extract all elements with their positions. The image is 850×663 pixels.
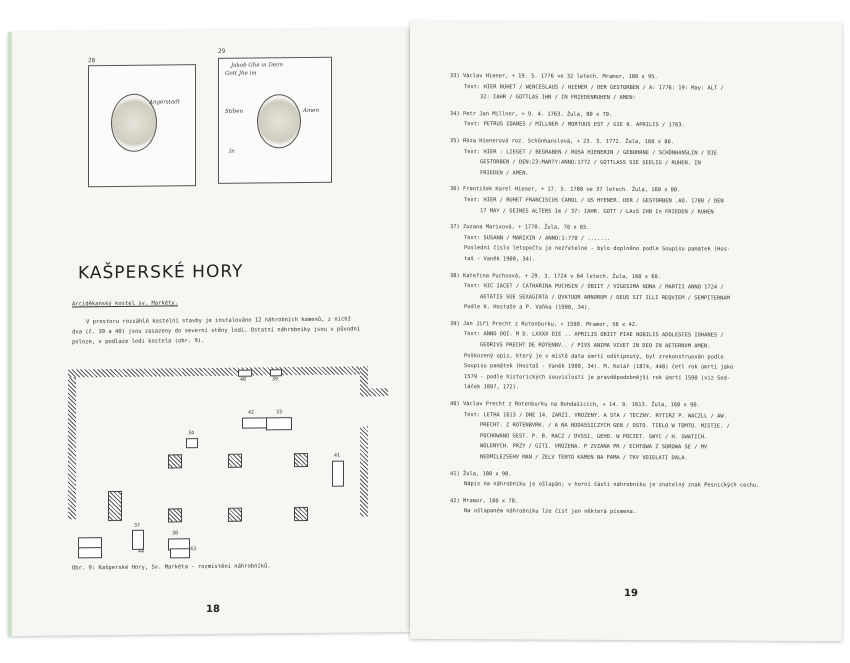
slab-34 (186, 438, 198, 448)
entry-heading: 38) Kateřina Puchsová, + 29. 3. 1724 v 64 letech. Žula, 160 x 60. (450, 272, 661, 280)
pillar (168, 508, 182, 522)
east-wall-lower (360, 426, 368, 516)
pillar (294, 453, 308, 467)
catalogue-entry (450, 222, 840, 266)
plan-number-40: 40 (240, 376, 247, 383)
slab-37 (132, 530, 144, 550)
plan-number-37: 37 (134, 522, 141, 529)
entry-text: Nápis na náhrobníku je ošlapán; v horní části náhrobníku je znatelný znak Pesnických cechu. (464, 481, 760, 489)
east-wall-upper (360, 366, 368, 396)
paragraph-line: dva (č. 39 a 40) jsou zasazeny do severní stěny lodi. Ostatní náhrobníky jsou v původní (72, 326, 361, 336)
entry-text: taš - Vaněk 1900, 34). (464, 256, 536, 263)
entry-heading: 39) Jan Jiří Precht z Rotenburku, + 1590. Mramor, 56 x 42. (450, 320, 639, 328)
right-page (410, 21, 842, 641)
figure-29-inscription-right: Amen (303, 107, 319, 115)
figure-29-number: 29 (218, 47, 226, 55)
left-page (8, 28, 414, 636)
entry-text: Text: SUSANN / MARIXIN / ANNO:1:770 / ....... (464, 234, 611, 242)
slab-35 (78, 547, 102, 558)
entry-heading: 41) Žula, 180 x 90. (450, 470, 512, 477)
entry-text: 1579 - podle historických souvislostí je pravděpodobnější rok úmrtí 1590 (viz Sed- (464, 373, 731, 382)
slab-41 (332, 461, 344, 487)
apse-wall (368, 388, 388, 396)
west-wall (68, 377, 76, 519)
plan-number-44: 44 (138, 548, 145, 555)
catalogue-entry (450, 319, 840, 395)
page-number-right: 19 (624, 587, 638, 600)
figure-29-inscription-left: Stiben (225, 108, 244, 115)
entry-text: Text: HIER / RUHET FRANCISCUS CAROL / US HYENER. DER / GESTORBEN .AO. 1780 / DEN (464, 197, 724, 205)
entry-heading: 35) Róza Hienerová roz. Schönhanslová, + 23. 3. 1772. Žula, 160 x 80. (450, 138, 674, 146)
catalogue-entry (450, 271, 840, 315)
plan-number-38: 38 (172, 530, 179, 537)
slab-42 (242, 417, 268, 428)
paragraph-line: poloze, v podlaze lodi kostela (obr. 9). (72, 338, 205, 346)
entry-text: Poslední číslo letopočtu je nezřetelné - bylo doplněno podle Soupisu památek (Hos- (464, 245, 731, 253)
plan-number-43: 43 (190, 546, 197, 553)
figure-caption: Obr. 9: Kašperské Hory, Sv. Markéta - rozmístění náhrobníků. (72, 563, 271, 572)
section-subtitle: Arciděkanský kostel sv. Markéty. (72, 300, 178, 308)
entry-text: POCHOWANO GEST. P. B. RACZ / DVSSI. GEHO. W POCZET. SWYC / H. SWATICH. (480, 433, 708, 441)
plan-number-33: 33 (276, 409, 283, 416)
entry-text: Text: HIER : LIEGET / BEGRABEN / ROSA HIENERIN / GEBOHRNE / SCHÖNHANSLIN / DIE (464, 148, 718, 157)
catalogue-entry (450, 469, 840, 492)
entry-text: Podle K. Hostaše a P. Vaňka (1900, 34). (464, 304, 591, 312)
figure-29-slab (218, 57, 332, 184)
catalogue-entry (450, 109, 840, 132)
entry-heading: 33) Václav Hiener, + 19. 5. 1776 ve 32 letech. Mramor, 180 x 95. (450, 73, 658, 81)
entry-text: Text: HIC IACET / CATHARINA PUCHSIN / OBIIT / VIGESIMA NONA / MARTII ANNO 1724 / (464, 283, 724, 291)
pillar (108, 491, 122, 521)
entry-text: Text: HIER RUHET / WENCESLAUS / HIENER / DER GESTORBEN / A: 1776: 19: May: ALT / (464, 83, 724, 92)
entry-text: WOLENYCH. PRZY / GITI. VROZENA. P ZVZANA PR / ECHTOWA Z SOROWA SE / MV (480, 443, 708, 451)
entry-heading: 40) Václav Precht z Rotenburku na Bohdašicích, + 14. 9. 1613. Žula, 160 x 90. (450, 401, 700, 409)
entry-text: Na ošlapaném náhrobníku lze číst jen některá písmena. (464, 508, 637, 516)
entry-text: Soupisu památek (Hostaš - Vaněk 1900, 34). M. Kolář (1874, 448) četl rok úmrtí jako (464, 363, 734, 371)
page-number-left: 18 (206, 603, 220, 616)
figure-28-slab (88, 64, 196, 187)
catalogue-entry (450, 136, 840, 180)
figure-29-inscription-top1: Jakob Ghe in Deim (231, 62, 284, 69)
entry-heading: 37) Zuzana Marixová, + 1770. Žula, 70 x 65. (450, 224, 590, 231)
pillar (228, 508, 242, 522)
pillar (228, 454, 242, 468)
pillar (294, 507, 308, 521)
plan-number-39: 39 (272, 376, 279, 383)
catalogue-entry (450, 399, 840, 465)
plan-number-42: 42 (248, 409, 255, 416)
figure-29-coat-of-arms (257, 94, 301, 148)
entry-text: PRECHT. Z ROTENBVRK. / A NA BODASSICZYCH GEN / OSTO. TIELO W TOMTO. MISTIE. / (480, 422, 730, 430)
catalogue-entry (450, 184, 840, 218)
page-title: KAŠPERSKÉ HORY (78, 261, 244, 284)
figure-29-inscription-bottom: In (229, 148, 235, 155)
entry-text: láček 1897, 172). (464, 384, 520, 391)
figure-29-inscription-top2: Gott Jhe im (225, 70, 257, 77)
entry-text: Text: PETRUS IOANES / MILLNER / MORTUUS EST / GIE 9. APRILIS / 1763. (464, 121, 685, 129)
entry-text: GESTORBEN / DEN:23:MARTY:ANNO:1772 / GOTTLASS SIE SEELIG / RUHEN. IN (480, 159, 701, 167)
figure-28-inscription: Angerstadt (149, 99, 180, 106)
entry-text: FRIEDEN / AMEN. (480, 169, 529, 177)
entry-text: Text: LETHA 1613 / DNE 14. ZARZI. VROZENY. A STA / TECZNY. RYTIRZ P. WACZLL / AW. (464, 411, 727, 420)
plan-number-41: 41 (334, 452, 341, 459)
entry-text: Text: ANNO DOI. M D. LXXXX DIE .. APRILIS OBIIT PIAE NOBILIS ADOLESCES IOHANES / (464, 331, 724, 339)
entry-heading: 34) Petr Jan Millner, + 9. 4. 1763. Žula, 80 x 70. (450, 110, 613, 118)
north-wall (68, 366, 368, 377)
entry-heading: 42) Mramor, 160 x 70. (450, 497, 519, 505)
catalogue-entry (450, 496, 840, 519)
pillar (168, 454, 182, 468)
catalogue-entry (450, 71, 840, 105)
figure-28-number: 28 (88, 57, 96, 65)
intro-paragraph (72, 314, 392, 347)
entry-text: GEORIVS PRECHT DE ROTENBV.. / PIVS ANIMA VIVET IN DEO IN AETERNVM AMEN. (480, 342, 711, 350)
entry-text: 17 MAY / SEINES ALTERS Im / 37: IAHR. GOTT / LAsS IHN In FRIEDEN / RUHEN (480, 207, 714, 215)
entry-text: NEDMILEZSEHV MAN / ZELV TENTO KAMEN NA PAMA / TKV VDIELATI DALA. (480, 454, 688, 462)
paragraph-line: V prostoru rozsáhlé kostelní stavby je instalováno 12 náhrobních kamenů, z nichž (86, 316, 351, 326)
slab-33 (266, 417, 292, 430)
entry-text: AETATIS SUE SEXAGINTA / QVATUOR ANNORUM / DEUS SIT ILLI REQVIEM / SEMPITERNAM (480, 293, 730, 302)
church-floor-plan (68, 366, 388, 519)
catalogue-entries (450, 71, 840, 525)
slab-43 (170, 548, 190, 558)
entry-text: Poškozený opis, který je v místě data úmrtí odštípnutý, byl zrekonstruován podle (464, 352, 724, 361)
entry-text: 32: IAHR / GOTTLAS IHN / IN FRIEDENRUHEN / AMEN: (480, 94, 636, 102)
plan-number-34: 34 (188, 430, 195, 437)
entry-heading: 36) František Karel Hiener, + 17. 5. 1780 ve 37 letech. Žula, 160 x 80. (450, 186, 681, 194)
